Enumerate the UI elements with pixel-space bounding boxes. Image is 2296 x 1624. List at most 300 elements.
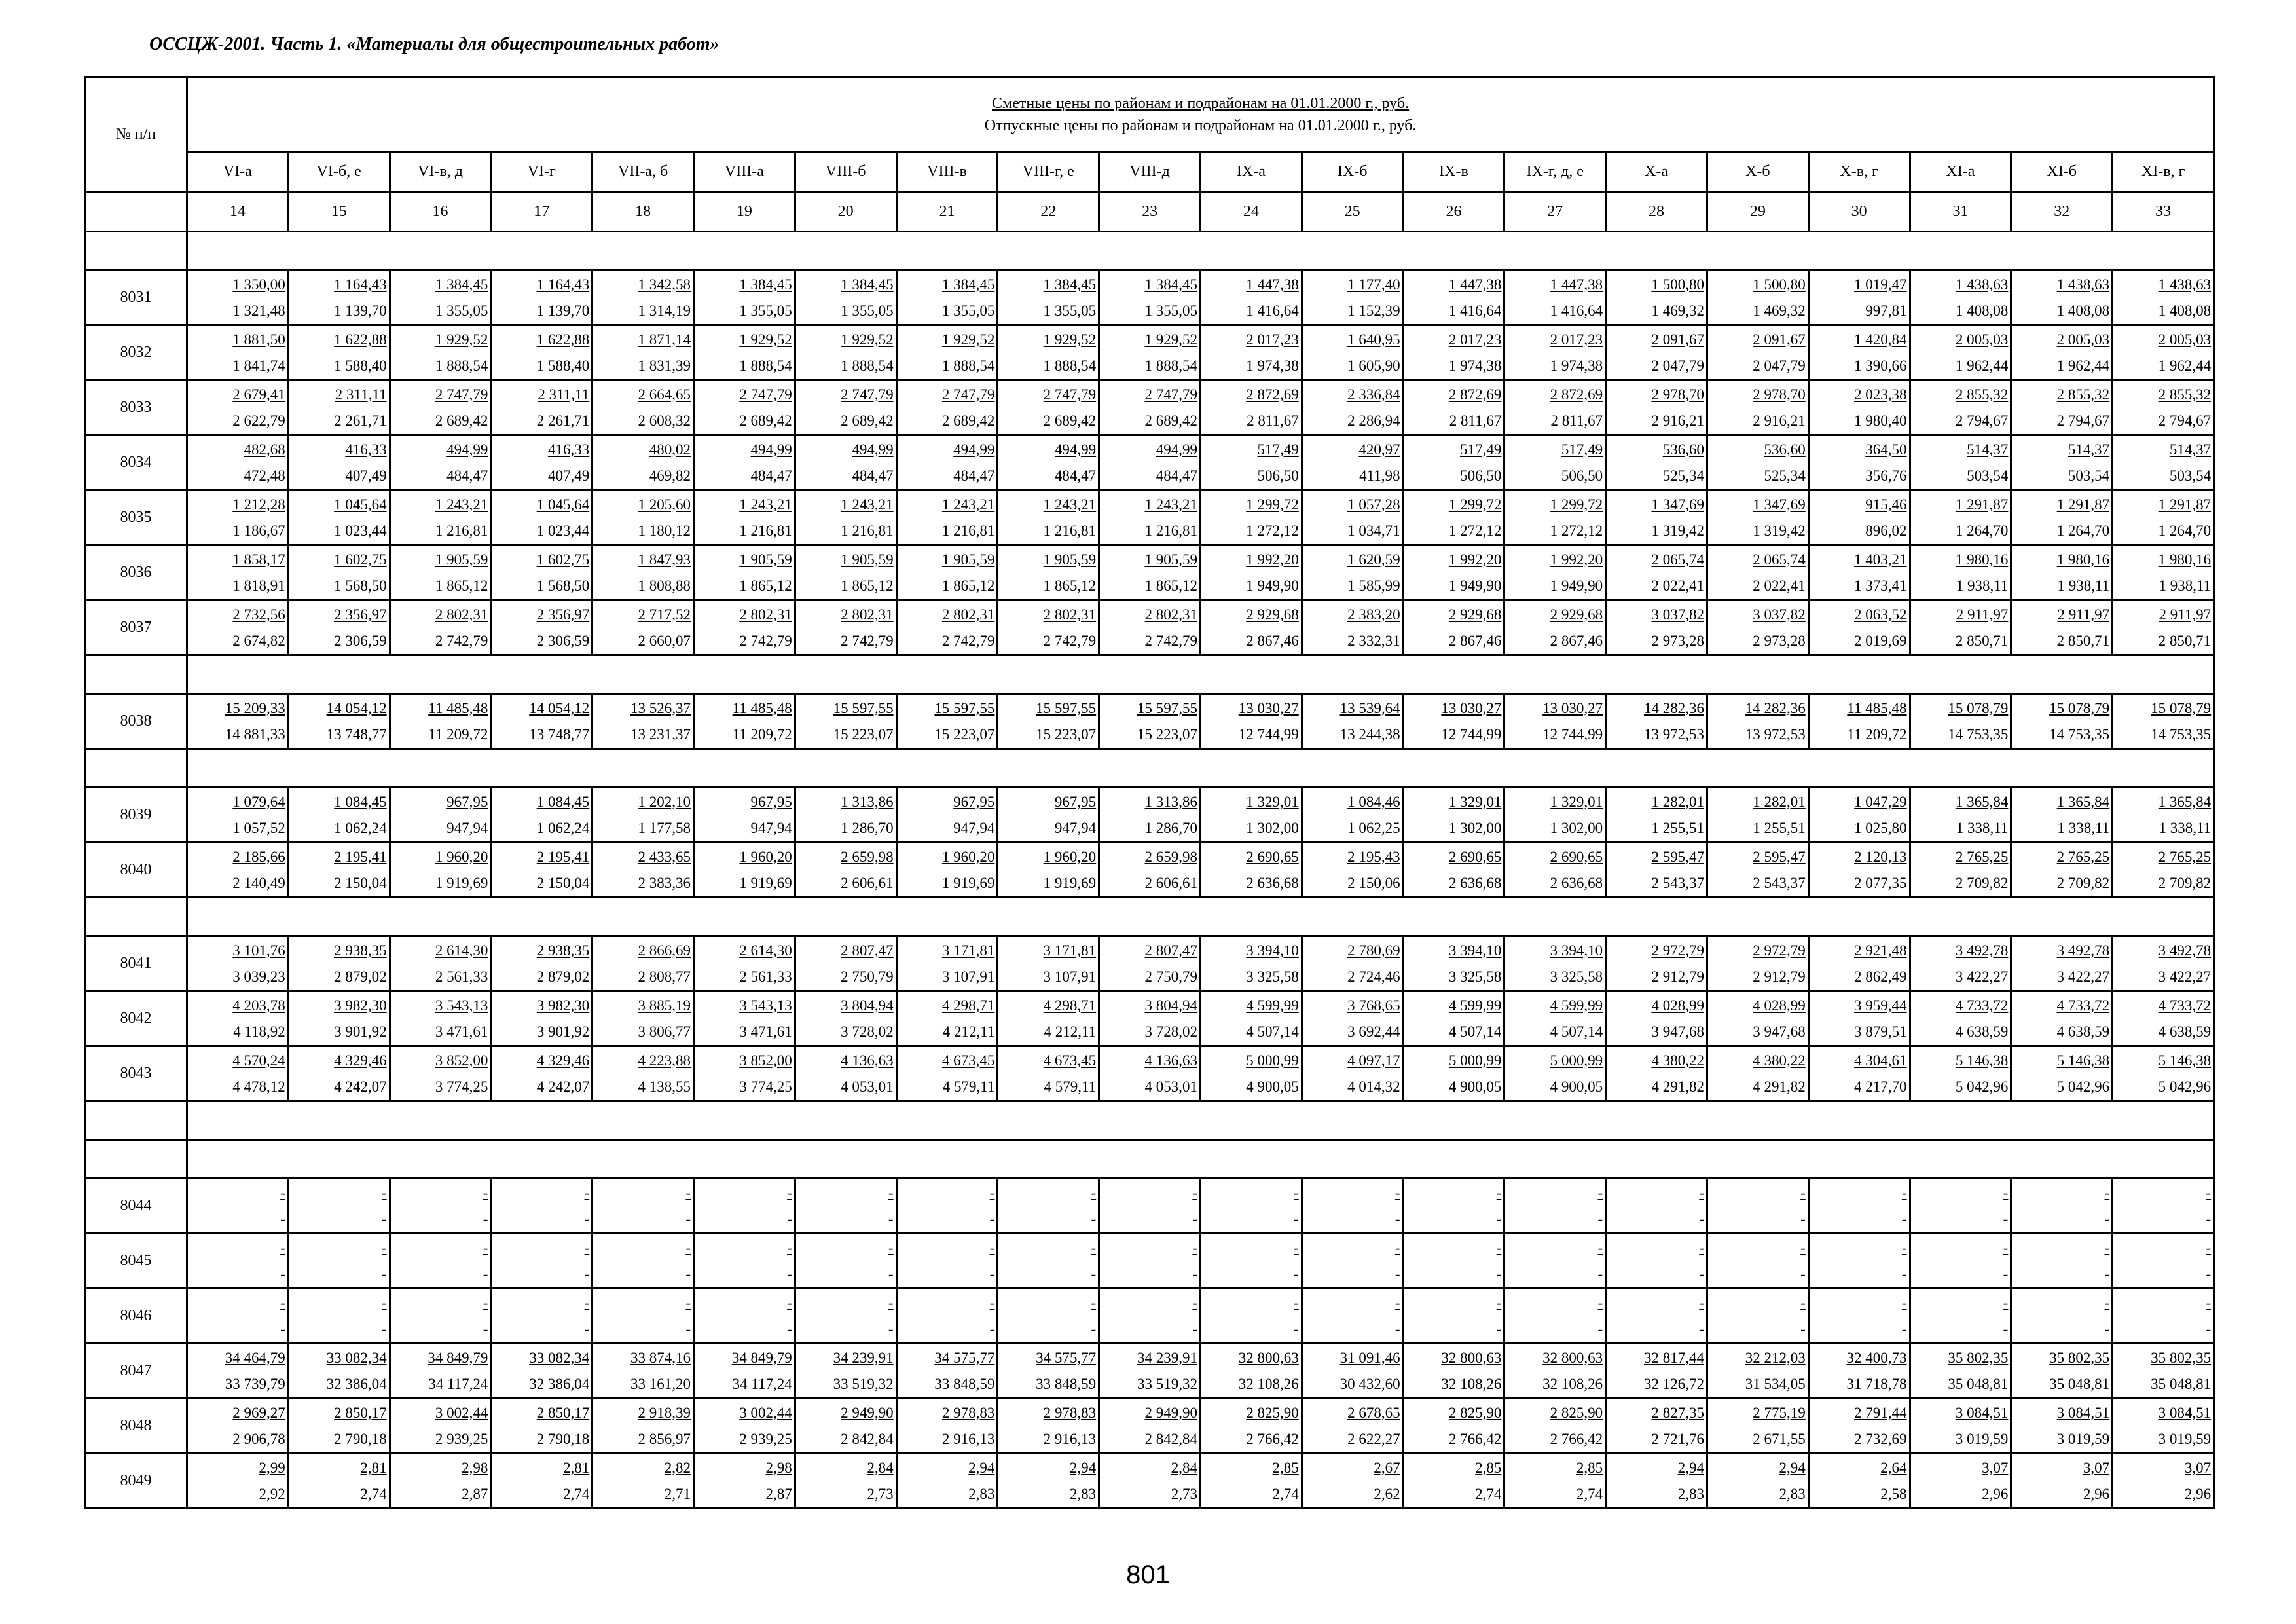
estimated-price: 2 825,90 bbox=[1550, 1404, 1603, 1421]
estimated-price: 2,94 bbox=[968, 1459, 995, 1476]
row-number: 8042 bbox=[85, 991, 187, 1046]
release-price: 1 865,12 bbox=[739, 577, 792, 594]
price-cell bbox=[2113, 1454, 2214, 1509]
release-price: 2 543,37 bbox=[1651, 874, 1704, 891]
release-price: 2 794,67 bbox=[1955, 412, 2009, 429]
price-cell bbox=[1606, 270, 1707, 325]
price-cell bbox=[896, 1454, 998, 1509]
price-cell bbox=[2113, 1344, 2214, 1399]
estimated-price: - bbox=[787, 1294, 792, 1311]
price-cell bbox=[1707, 270, 1808, 325]
release-price: 1 416,64 bbox=[1550, 302, 1603, 319]
price-cell bbox=[491, 600, 592, 655]
price-cell bbox=[1504, 1046, 1606, 1101]
price-cell bbox=[2113, 694, 2214, 749]
price-cell bbox=[2011, 270, 2113, 325]
estimated-price: - bbox=[584, 1294, 590, 1311]
estimated-price: 1 291,87 bbox=[1955, 496, 2009, 513]
release-price: 3 019,59 bbox=[1955, 1430, 2009, 1447]
price-cell bbox=[592, 1046, 694, 1101]
release-price: - bbox=[280, 1265, 285, 1282]
estimated-price: - bbox=[1699, 1184, 1704, 1201]
estimated-price: 364,50 bbox=[1865, 441, 1907, 458]
price-cell bbox=[1808, 270, 1910, 325]
estimated-price: 1 602,75 bbox=[536, 551, 590, 568]
price-cell bbox=[2011, 1399, 2113, 1454]
release-price: 2 867,46 bbox=[1246, 632, 1299, 649]
release-price: - bbox=[888, 1265, 894, 1282]
price-cell bbox=[1910, 435, 2011, 490]
price-cell bbox=[390, 1454, 491, 1509]
estimated-price: 3 768,65 bbox=[1347, 997, 1400, 1014]
estimated-price: 2 929,68 bbox=[1448, 606, 1502, 623]
estimated-price: 4 298,71 bbox=[941, 997, 995, 1014]
price-cell bbox=[491, 270, 592, 325]
price-cell bbox=[187, 694, 289, 749]
release-price: 1 025,80 bbox=[1854, 819, 1907, 836]
estimated-price: 2 747,79 bbox=[941, 386, 995, 403]
estimated-price: 14 054,12 bbox=[326, 699, 387, 716]
release-price: 1 919,69 bbox=[739, 874, 792, 891]
estimated-price: 1 243,21 bbox=[841, 496, 894, 513]
price-cell bbox=[795, 490, 896, 545]
estimated-price: 3 002,44 bbox=[435, 1404, 488, 1421]
estimated-price: 2,94 bbox=[1069, 1459, 1097, 1476]
release-price: 2 543,37 bbox=[1753, 874, 1806, 891]
estimated-price: 1 960,20 bbox=[739, 848, 792, 865]
estimated-price: 2 850,17 bbox=[536, 1404, 590, 1421]
release-price: 1 373,41 bbox=[1854, 577, 1907, 594]
price-cell bbox=[1910, 1399, 2011, 1454]
price-cell bbox=[288, 1454, 390, 1509]
price-cell bbox=[187, 1399, 289, 1454]
price-cell bbox=[1504, 600, 1606, 655]
table-row bbox=[85, 694, 2214, 749]
estimated-price: 2 614,30 bbox=[739, 942, 792, 959]
release-price: 411,98 bbox=[1359, 467, 1400, 484]
separator-empty-cell bbox=[85, 749, 187, 788]
release-price: 2 140,49 bbox=[232, 874, 285, 891]
price-cell bbox=[1403, 1234, 1504, 1289]
release-price: 2 916,21 bbox=[1753, 412, 1806, 429]
release-price: - bbox=[381, 1320, 387, 1337]
release-price: - bbox=[483, 1265, 488, 1282]
estimated-price: - bbox=[1394, 1294, 1400, 1311]
price-cell bbox=[1403, 1289, 1504, 1344]
release-price: 4 242,07 bbox=[536, 1078, 590, 1095]
release-price: - bbox=[685, 1265, 691, 1282]
row-number: 8041 bbox=[85, 936, 187, 991]
estimated-price: 3 492,78 bbox=[1955, 942, 2009, 959]
price-cell bbox=[1403, 1344, 1504, 1399]
release-price: 2 916,13 bbox=[941, 1430, 995, 1447]
estimated-price: 2 938,35 bbox=[334, 942, 387, 959]
price-cell bbox=[1606, 490, 1707, 545]
column-number: 33 bbox=[2113, 192, 2214, 232]
price-cell bbox=[1606, 843, 1707, 898]
release-price: - bbox=[2003, 1210, 2009, 1227]
release-price: 484,47 bbox=[953, 467, 995, 484]
table-row bbox=[85, 1454, 2214, 1509]
estimated-price: 2 911,97 bbox=[1956, 606, 2009, 623]
price-cell bbox=[1606, 325, 1707, 380]
release-price: - bbox=[2104, 1265, 2110, 1282]
price-cell bbox=[2011, 545, 2113, 600]
price-cell bbox=[592, 600, 694, 655]
release-price: - bbox=[2003, 1265, 2009, 1282]
price-cell bbox=[693, 435, 795, 490]
release-price: - bbox=[2003, 1320, 2009, 1337]
estimated-price: 1 420,84 bbox=[1854, 331, 1907, 348]
column-number: 31 bbox=[1910, 192, 2011, 232]
release-price: 1 180,12 bbox=[638, 522, 691, 539]
price-cell bbox=[390, 270, 491, 325]
price-cell bbox=[1200, 1179, 1302, 1234]
release-price: - bbox=[2104, 1210, 2110, 1227]
price-cell bbox=[1504, 694, 1606, 749]
estimated-price: 2,98 bbox=[462, 1459, 488, 1476]
release-price: 2 906,78 bbox=[232, 1430, 285, 1447]
price-cell bbox=[288, 788, 390, 843]
release-price: 2 973,28 bbox=[1651, 632, 1704, 649]
estimated-price: 2 855,32 bbox=[2158, 386, 2212, 403]
price-cell bbox=[1707, 991, 1808, 1046]
estimated-price: 2,84 bbox=[867, 1459, 894, 1476]
estimated-price: - bbox=[888, 1239, 894, 1256]
estimated-price: 2 949,90 bbox=[1144, 1404, 1197, 1421]
price-cell bbox=[187, 788, 289, 843]
price-cell bbox=[288, 1289, 390, 1344]
release-price: 2 709,82 bbox=[1955, 874, 2009, 891]
release-price: 2 750,79 bbox=[841, 968, 894, 985]
estimated-price: 2 791,44 bbox=[1854, 1404, 1907, 1421]
price-cell bbox=[1707, 380, 1808, 435]
price-cell bbox=[491, 1046, 592, 1101]
release-price: 4 014,32 bbox=[1347, 1078, 1400, 1095]
estimated-price: - bbox=[1394, 1239, 1400, 1256]
price-cell bbox=[1606, 1399, 1707, 1454]
price-cell bbox=[1302, 936, 1403, 991]
estimated-price: - bbox=[1901, 1294, 1907, 1311]
release-price: 1 938,11 bbox=[1956, 577, 2009, 594]
release-price: 2 912,79 bbox=[1753, 968, 1806, 985]
release-price: - bbox=[787, 1320, 792, 1337]
estimated-price: 1 313,86 bbox=[841, 793, 894, 810]
price-cell bbox=[2113, 1399, 2214, 1454]
release-price: 2,73 bbox=[1171, 1485, 1197, 1502]
price-cell bbox=[592, 788, 694, 843]
price-cell bbox=[1403, 270, 1504, 325]
estimated-price: 3 084,51 bbox=[2158, 1404, 2212, 1421]
estimated-price: 1 992,20 bbox=[1550, 551, 1603, 568]
estimated-price: 1 929,52 bbox=[1144, 331, 1197, 348]
release-price: 3 774,25 bbox=[739, 1078, 792, 1095]
estimated-price: 3 037,82 bbox=[1651, 606, 1704, 623]
estimated-price: 5 146,38 bbox=[2056, 1052, 2110, 1069]
price-cell bbox=[1504, 545, 1606, 600]
estimated-price: 2 659,98 bbox=[1144, 848, 1197, 865]
price-cell bbox=[998, 694, 1099, 749]
estimated-price: 1 384,45 bbox=[1144, 276, 1197, 293]
price-cell bbox=[1403, 1046, 1504, 1101]
estimated-price: 1 500,80 bbox=[1651, 276, 1704, 293]
column-number: 18 bbox=[592, 192, 694, 232]
release-price: - bbox=[685, 1320, 691, 1337]
column-number: 25 bbox=[1302, 192, 1403, 232]
estimated-price: 13 030,27 bbox=[1441, 699, 1502, 716]
price-cell bbox=[1099, 1454, 1201, 1509]
price-cell bbox=[1302, 1234, 1403, 1289]
estimated-price: 2 747,79 bbox=[841, 386, 894, 403]
release-price: 484,47 bbox=[1054, 467, 1097, 484]
price-cell bbox=[795, 270, 896, 325]
estimated-price: 2,94 bbox=[1677, 1459, 1704, 1476]
release-price: 2 742,79 bbox=[739, 632, 792, 649]
price-cell bbox=[1403, 1179, 1504, 1234]
estimated-price: - bbox=[1091, 1239, 1097, 1256]
release-price: 3 019,59 bbox=[2158, 1430, 2212, 1447]
release-price: 1 568,50 bbox=[334, 577, 387, 594]
estimated-price: 1 602,75 bbox=[334, 551, 387, 568]
release-price: 2 912,79 bbox=[1651, 968, 1704, 985]
estimated-price: 2 978,70 bbox=[1753, 386, 1806, 403]
estimated-price: 2 717,52 bbox=[638, 606, 691, 623]
release-price: 3 471,61 bbox=[739, 1023, 792, 1040]
price-cell bbox=[592, 1454, 694, 1509]
estimated-price: 1 047,29 bbox=[1854, 793, 1907, 810]
estimated-price: 915,46 bbox=[1865, 496, 1907, 513]
release-price: 3 325,58 bbox=[1246, 968, 1299, 985]
price-cell bbox=[491, 325, 592, 380]
price-cell bbox=[592, 1344, 694, 1399]
estimated-price: 1 929,52 bbox=[1043, 331, 1097, 348]
estimated-price: 3 543,13 bbox=[739, 997, 792, 1014]
price-cell bbox=[288, 270, 390, 325]
release-price: 2,83 bbox=[1677, 1485, 1704, 1502]
release-price: 1 286,70 bbox=[841, 819, 894, 836]
price-cell bbox=[1200, 1234, 1302, 1289]
column-header: VIII-г, е bbox=[998, 152, 1099, 192]
release-price: - bbox=[1496, 1265, 1502, 1282]
estimated-price: 2 827,35 bbox=[1651, 1404, 1704, 1421]
release-price: 32 108,26 bbox=[1238, 1375, 1299, 1392]
estimated-price: 2,85 bbox=[1272, 1459, 1299, 1476]
release-price: 4 900,05 bbox=[1550, 1078, 1603, 1095]
estimated-price: 967,95 bbox=[750, 793, 792, 810]
price-cell bbox=[2113, 325, 2214, 380]
estimated-price: 1 329,01 bbox=[1448, 793, 1502, 810]
release-price: 1 355,05 bbox=[1043, 302, 1097, 319]
price-cell bbox=[491, 1399, 592, 1454]
price-cell bbox=[1707, 325, 1808, 380]
price-cell bbox=[390, 843, 491, 898]
release-price: 2 808,77 bbox=[638, 968, 691, 985]
separator-empty-cell bbox=[85, 1140, 187, 1179]
price-cell bbox=[1302, 270, 1403, 325]
release-price: 1 888,54 bbox=[435, 357, 488, 374]
estimated-price: - bbox=[1192, 1239, 1197, 1256]
release-price: 2 862,49 bbox=[1854, 968, 1907, 985]
price-cell bbox=[896, 843, 998, 898]
price-cell bbox=[390, 1179, 491, 1234]
release-price: 2 842,84 bbox=[1144, 1430, 1197, 1447]
estimated-price: 32 800,63 bbox=[1441, 1349, 1502, 1366]
estimated-price: - bbox=[2003, 1239, 2009, 1256]
table-row bbox=[85, 1234, 2214, 1289]
estimated-price: 2 023,38 bbox=[1854, 386, 1907, 403]
release-price: 1 272,12 bbox=[1448, 522, 1502, 539]
estimated-price: 35 802,35 bbox=[1948, 1349, 2009, 1366]
estimated-price: 3 002,44 bbox=[739, 1404, 792, 1421]
release-price: 2,83 bbox=[1069, 1485, 1097, 1502]
price-cell bbox=[1504, 1344, 1606, 1399]
table-row bbox=[85, 325, 2214, 380]
release-price: - bbox=[1394, 1265, 1400, 1282]
estimated-price: 4 570,24 bbox=[232, 1052, 285, 1069]
release-price: 3 947,68 bbox=[1753, 1023, 1806, 1040]
price-table bbox=[84, 76, 2215, 1509]
price-cell bbox=[998, 1179, 1099, 1234]
estimated-price: 1 622,88 bbox=[536, 331, 590, 348]
estimated-price: 1 384,45 bbox=[1043, 276, 1097, 293]
section-separator-row bbox=[85, 898, 2214, 936]
price-cell bbox=[390, 1234, 491, 1289]
estimated-price: - bbox=[1597, 1239, 1603, 1256]
estimated-price: 1 365,84 bbox=[2158, 793, 2212, 810]
release-price: - bbox=[2206, 1320, 2212, 1337]
estimated-price: 3,07 bbox=[1982, 1459, 2009, 1476]
estimated-price: 494,99 bbox=[446, 441, 488, 458]
estimated-price: 2 780,69 bbox=[1347, 942, 1400, 959]
release-price: 3 947,68 bbox=[1651, 1023, 1704, 1040]
release-price: 4 900,05 bbox=[1448, 1078, 1502, 1095]
estimated-price: 2 005,03 bbox=[1955, 331, 2009, 348]
price-cell bbox=[491, 1289, 592, 1344]
release-price: 1 319,42 bbox=[1753, 522, 1806, 539]
release-price: 2 606,61 bbox=[841, 874, 894, 891]
price-cell bbox=[1200, 843, 1302, 898]
price-cell bbox=[1504, 435, 1606, 490]
release-price: 1 264,70 bbox=[2158, 522, 2212, 539]
release-price: 31 718,78 bbox=[1846, 1375, 1907, 1392]
release-price: - bbox=[1294, 1210, 1299, 1227]
price-cell bbox=[390, 1399, 491, 1454]
release-price: 4 053,01 bbox=[841, 1078, 894, 1095]
price-cell bbox=[896, 991, 998, 1046]
price-cell bbox=[1910, 270, 2011, 325]
column-header: XI-б bbox=[2011, 152, 2113, 192]
column-header-row bbox=[85, 152, 2214, 192]
price-cell bbox=[1707, 843, 1808, 898]
price-cell bbox=[1910, 788, 2011, 843]
table-title bbox=[187, 77, 2214, 152]
table-title-row bbox=[85, 77, 2214, 152]
release-price: 1 216,81 bbox=[1144, 522, 1197, 539]
estimated-price: 2 185,66 bbox=[232, 848, 285, 865]
estimated-price: - bbox=[280, 1239, 285, 1256]
estimated-price: 536,60 bbox=[1764, 441, 1806, 458]
release-price: 2 742,79 bbox=[941, 632, 995, 649]
release-price: 1 938,11 bbox=[2057, 577, 2110, 594]
estimated-price: 2 872,69 bbox=[1550, 386, 1603, 403]
price-cell bbox=[390, 788, 491, 843]
price-cell bbox=[1302, 991, 1403, 1046]
price-cell bbox=[187, 545, 289, 600]
release-price: 2 742,79 bbox=[1144, 632, 1197, 649]
release-price: 997,81 bbox=[1865, 302, 1907, 319]
estimated-price: 2 765,25 bbox=[2158, 848, 2212, 865]
estimated-price: 13 539,64 bbox=[1339, 699, 1400, 716]
price-cell bbox=[795, 1454, 896, 1509]
price-cell bbox=[1808, 1179, 1910, 1234]
release-price: 2 742,79 bbox=[1043, 632, 1097, 649]
price-cell bbox=[1302, 1454, 1403, 1509]
estimated-price: 2 807,47 bbox=[841, 942, 894, 959]
price-cell bbox=[2011, 490, 2113, 545]
estimated-price: 1 243,21 bbox=[739, 496, 792, 513]
estimated-price: 1 243,21 bbox=[1144, 496, 1197, 513]
price-cell bbox=[795, 1289, 896, 1344]
price-cell bbox=[2113, 788, 2214, 843]
section-separator-row bbox=[85, 1101, 2214, 1140]
table-row bbox=[85, 1344, 2214, 1399]
price-cell bbox=[1707, 600, 1808, 655]
estimated-price: 1 019,47 bbox=[1854, 276, 1907, 293]
release-price: 2 047,79 bbox=[1651, 357, 1704, 374]
release-price: - bbox=[1496, 1210, 1502, 1227]
release-price: 2 790,18 bbox=[334, 1430, 387, 1447]
estimated-price: 4 380,22 bbox=[1651, 1052, 1704, 1069]
estimated-price: - bbox=[787, 1239, 792, 1256]
estimated-price: 4 733,72 bbox=[2056, 997, 2110, 1014]
estimated-price: - bbox=[1496, 1294, 1502, 1311]
price-cell bbox=[1808, 545, 1910, 600]
column-number: 27 bbox=[1504, 192, 1606, 232]
release-price: 33 848,59 bbox=[1036, 1375, 1097, 1392]
estimated-price: 2 690,65 bbox=[1448, 848, 1502, 865]
price-cell bbox=[1707, 936, 1808, 991]
release-price: 2 709,82 bbox=[2056, 874, 2110, 891]
price-cell bbox=[896, 1234, 998, 1289]
price-cell bbox=[1200, 435, 1302, 490]
price-cell bbox=[998, 788, 1099, 843]
price-cell bbox=[998, 1399, 1099, 1454]
release-price: 4 507,14 bbox=[1448, 1023, 1502, 1040]
release-price: 1 588,40 bbox=[536, 357, 590, 374]
estimated-price: - bbox=[381, 1239, 387, 1256]
release-price: 1 949,90 bbox=[1448, 577, 1502, 594]
release-price: 3 774,25 bbox=[435, 1078, 488, 1095]
estimated-price: - bbox=[1091, 1184, 1097, 1201]
price-cell bbox=[1808, 1454, 1910, 1509]
release-price: 4 579,11 bbox=[942, 1078, 995, 1095]
price-cell bbox=[896, 600, 998, 655]
price-cell bbox=[1403, 380, 1504, 435]
release-price: 33 848,59 bbox=[934, 1375, 995, 1392]
price-cell bbox=[491, 545, 592, 600]
price-cell bbox=[491, 490, 592, 545]
estimated-price: 4 733,72 bbox=[2158, 997, 2212, 1014]
price-cell bbox=[2113, 490, 2214, 545]
estimated-price: 1 622,88 bbox=[334, 331, 387, 348]
price-cell bbox=[896, 694, 998, 749]
estimated-price: 517,49 bbox=[1257, 441, 1299, 458]
estimated-price: 2 614,30 bbox=[435, 942, 488, 959]
release-price: 2 879,02 bbox=[536, 968, 590, 985]
release-price: - bbox=[1192, 1210, 1197, 1227]
release-price: 1 321,48 bbox=[232, 302, 285, 319]
release-price: 2 842,84 bbox=[841, 1430, 894, 1447]
